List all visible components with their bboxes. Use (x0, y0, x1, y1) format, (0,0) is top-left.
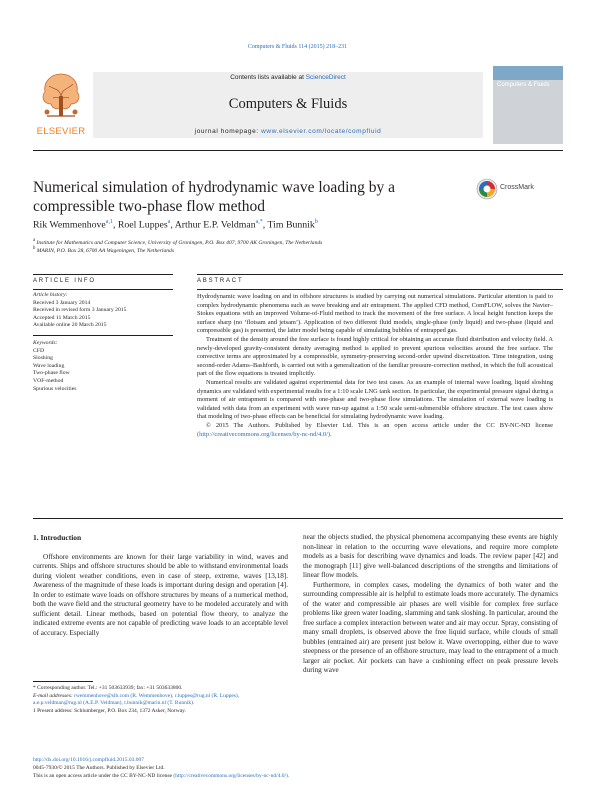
keyword: Wave loading (33, 362, 65, 369)
footnote-rule (33, 681, 93, 682)
license-link[interactable]: (http://creativecommons.org/licenses/by-nc-nd/4.0/). (197, 430, 332, 438)
author-affiliation-mark[interactable]: b (314, 219, 318, 225)
abstract-rule-bottom (33, 518, 563, 519)
keyword: Spurious velocities (33, 385, 77, 392)
affiliation-mark: b (33, 246, 36, 251)
history-item: Accepted 11 March 2015 (33, 314, 91, 321)
affiliation-b (33, 245, 563, 255)
contents-line (93, 74, 483, 81)
history-item: Received 3 January 2014 (33, 299, 91, 306)
crossmark-icon (476, 178, 498, 200)
abstract-rule-top (197, 274, 563, 275)
sciencedirect-link[interactable]: ScienceDirect (305, 74, 346, 81)
abstract-license (197, 422, 553, 439)
journal-reference[interactable]: Computers & Fluids 114 (2015) 218–231 (247, 44, 348, 50)
abstract-heading: ABSTRACT (197, 278, 244, 284)
section-heading: 1. Introduction (33, 533, 82, 542)
article-title: Numerical simulation of hydrodynamic wave loading by a compressible two-phase flow method (33, 179, 396, 215)
open-access-license-link[interactable]: (http://creativecommons.org/licenses/by-nc-nd/4.0/). (173, 773, 290, 779)
journal-homepage (93, 128, 483, 135)
header-rule (33, 150, 563, 151)
abstract-paragraph: Numerical results are validated against experimental data for two test cases. As an example of internal wave loading, liquid sloshing dynamics are validated with experimental results for a 1:10 scale LNG tank section. In particular, the experimental pressure signal during a moment of air entrapment is compared with one-phase and two-phase flow simulations. The simulation of external wave loading is validated with data from an experiment with wave run-up against a 1:50 scale semi-submersible offshore structure. The test cases show that modeling of two-phase effects can be beneficial for simulating hydrodynamic wave loading. (197, 378, 553, 421)
journal-title: Computers & Fluids (228, 96, 348, 112)
affiliation-text: MARIN, P.O. Box 28, 6700 AA Wageningen, The Netherlands (36, 247, 175, 254)
keywords-label: Keywords: (33, 339, 58, 346)
affiliation-text: Institute for Mathematics and Computer Science, University of Groningen, P.O. Box 407, 9700 AK Groningen, The Netherlands (36, 239, 323, 246)
contents-prefix: Contents lists available at (230, 74, 306, 81)
email-note (33, 693, 288, 708)
open-access-line (33, 772, 563, 780)
crossmark-label: CrossMark (500, 184, 534, 191)
body-paragraph: near the objects studied, the physical phenomena accompanying these events are highly non-linear in relation to the occurring wave elevations, and require more complete models as a basis for describing wave dynamics and loads. The review paper [42] and the monograph [11] give well-balanced descriptions of the strengths and limitations of linear flow models. (303, 533, 558, 579)
affiliation-mark: a (33, 238, 36, 243)
intro-right-column (303, 533, 558, 676)
author-name[interactable]: Rik Wemmenhove (33, 219, 106, 231)
license-text: © 2015 The Authors. Published by Elsevier Ltd. This is an open access article under the CC BY-NC-ND license (206, 421, 553, 429)
doi-link[interactable]: http://dx.doi.org/10.1016/j.compfluid.2015.03.007 (33, 757, 144, 763)
email-label: E-mail addresses: (33, 692, 73, 699)
issn-line: 0045-7930/© 2015 The Authors. Published by Elsevier Ltd. (33, 765, 165, 771)
author-affiliation-mark[interactable]: a,1 (105, 219, 113, 225)
cover-header (493, 66, 563, 80)
journal-banner (33, 66, 563, 148)
author-name[interactable]: Tim Bunnik (267, 219, 315, 231)
doi-block (33, 756, 563, 780)
corresponding-author-note: * Corresponding author. Tel.: +31 503633939; fax: +31 503633800. (33, 685, 183, 691)
history-item: Received in revised form 3 January 2015 (33, 307, 127, 314)
cover-title: Computers & Fluids (497, 82, 550, 88)
journal-cover-thumbnail[interactable] (493, 66, 563, 144)
intro-left-column (33, 533, 288, 638)
present-address-note: 1 Present address: Schlumberger, P.O. Box 234, 1372 Asker, Norway. (33, 707, 186, 714)
article-info-heading: ARTICLE INFO (33, 278, 96, 284)
author-affiliation-mark[interactable]: a (167, 219, 171, 225)
open-access-text: This is an open access article under the CC BY-NC-ND license (33, 773, 174, 779)
homepage-link[interactable]: www.elsevier.com/locate/compfluid (261, 128, 382, 135)
author-list: Rik Wemmenhove$^{a,1}$, Roel Luppes$^a$, Arthur E.P. Veldman$^{a,*}$, Tim Bunnik$^b$ (33, 219, 318, 231)
author-name[interactable]: Roel Luppes (117, 219, 168, 231)
homepage-prefix: journal homepage: (194, 128, 262, 135)
info-divider (33, 335, 173, 336)
abstract-paragraph: Treatment of the density around the free surface is found highly critical for obtaining an accurate fluid distribution and velocity field. A newly-developed gravity-consistent density averaging method is applied to prevent spurious velocities around the free surface. The convective terms are approximated by a compressible, symmetry-preserving second-order upwind discretization. Time integration, using second-order Adams–Bashforth, is carried out with a generalization of the familiar pressure-correction method, in which the full acoustical part of the flow equations is treated implicitly. (197, 335, 553, 378)
footnotes (33, 685, 288, 715)
abstract-body (197, 293, 553, 439)
keyword: CFD (33, 347, 45, 354)
abstract-paragraph: Hydrodynamic wave loading on and in offshore structures is studied by carrying out numerical simulations. Particular attention is paid to complex hydrodynamic phenomena such as wave breaking and air entrapment. The applied CFD method, ComFLOW, solves the Navier–Stokes equations with an improved Volume-of-Fluid method to track the movement of the free surface. A local height function keeps the surface sharp (no ‘flotsam and jetsam’). Application of two different fluid models, single-phase (only liquid) and two-phase (liquid and compressible gas) is presented, the latter model being capable of simulating bubbles of entrapped gas. (197, 293, 553, 335)
article-info-rule-mid (33, 289, 173, 290)
author-name[interactable]: Arthur E.P. Veldman (174, 219, 256, 231)
article-info (33, 292, 163, 393)
keyword: Two-phase flow (33, 370, 70, 377)
body-paragraph: Furthermore, in complex cases, modeling the dynamics of both water and the surrounding compressible air is helpful to estimate loads more accurately. The dynamics of the water and compressible air phases are well visible for complex free surface problems like green water loading, slamming and tank sloshing. In particular, around the free surface a complex interaction between water and air may occur. Spray, consisting of many small droplets, is observed above the free liquid surface, while clouds of small bubbles (entrained air) are present just below it. Wave overtopping, either due to wave steepness or the presence of an offshore structure, may lead to the entrapment of a much larger air pocket. Air pockets can have a cushioning effect on peak pressure levels during wave (303, 580, 559, 674)
author-affiliation-mark[interactable]: a,* (255, 219, 263, 225)
email-addresses[interactable]: rwemmenhove@slb.com (R. Wemmenhove), r.luppes@rug.nl (R. Luppes), a.e.p.veldman@rug.nl (A.E.P. Veldman), t.bunnik@marin.nl (T. Bunnik). (33, 692, 240, 706)
keyword: Sloshing (33, 355, 53, 362)
crossmark-badge[interactable] (476, 178, 556, 202)
history-item: Available online 20 March 2015 (33, 322, 107, 329)
history-label: Article history: (33, 292, 68, 298)
body-paragraph: Offshore environments are known for their large variability in wind, waves and currents. Ships and offshore structures should be able to withstand environmental loads during violent weather conditions, even in case of steep, extreme, waves [13,18]. Awareness of the magnitude of these loads is important during design and operation [4]. In order to estimate wave loads on offshore structures by means of a numerical method, both the wave field and the structural geometry have to be modeled accurately and with sufficient detail. Linear methods, based on potential flow theory, to analyze the indicated extreme events are not capable of predicting wave loads to an acceptable level of accuracy. Especially (33, 552, 288, 637)
article-info-rule-top (33, 274, 173, 275)
publisher-name: ELSEVIER (36, 126, 86, 137)
abstract-rule-mid (197, 289, 563, 290)
keyword: VOF-method (33, 377, 64, 384)
